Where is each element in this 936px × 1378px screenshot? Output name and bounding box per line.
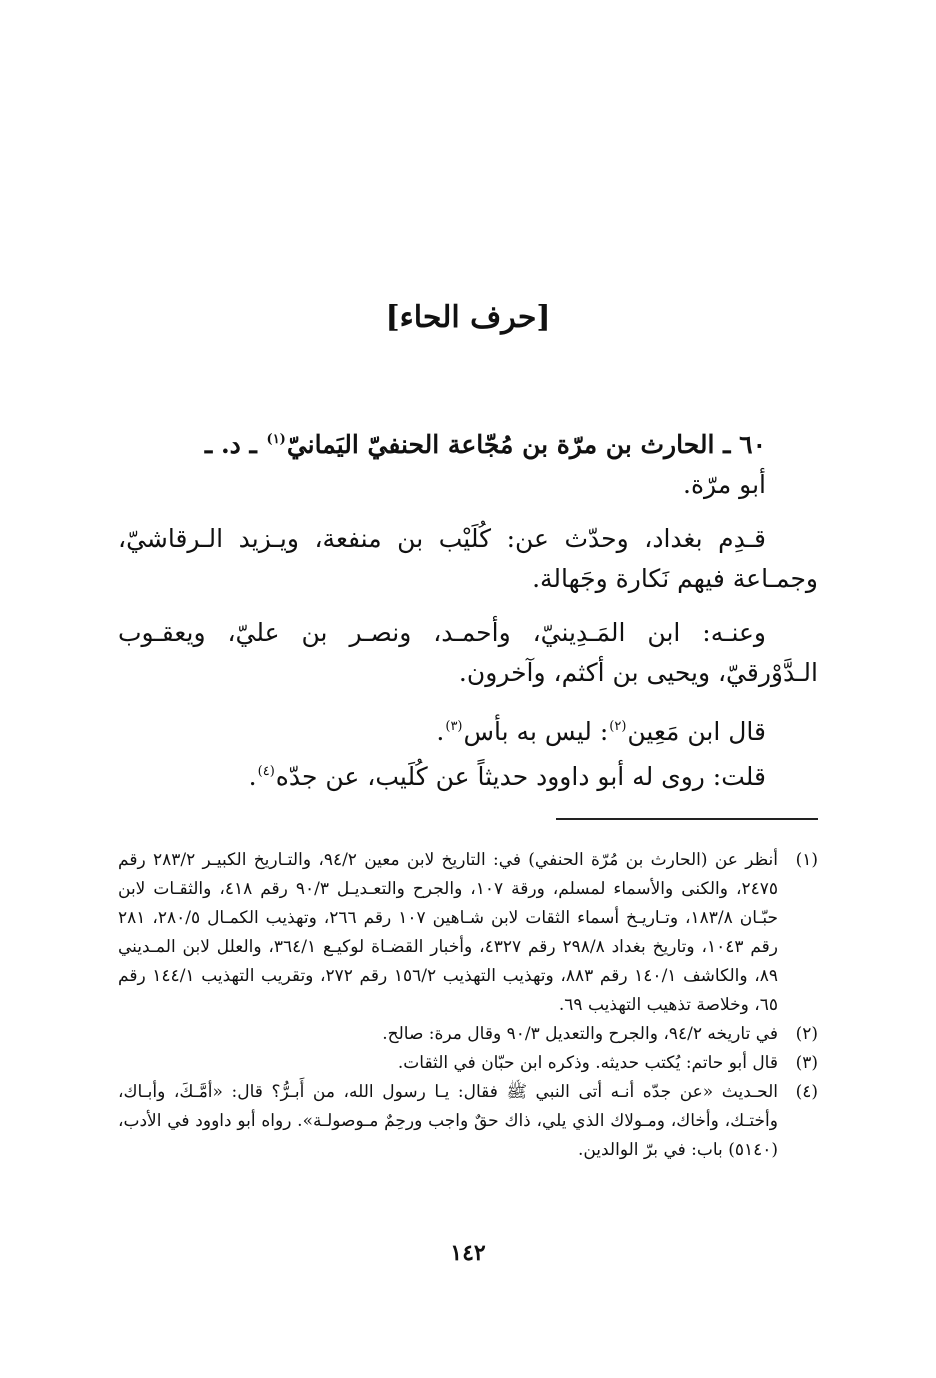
quote-text: قلت: روى له أبو داوود حديثاً عن كُلَيب، عن جدّه [275, 762, 766, 791]
footnotes [118, 846, 818, 1165]
footnote-text: في تاريخه ٩٤/٢، والجرح والتعديل ٩٠/٣ وقال مرة: صالح. [382, 1024, 778, 1044]
footnote-text: قال أبو حاتم: يُكتب حديثه. وذكره ابن حبّان في الثقات. [397, 1053, 778, 1073]
entry-kunya: أبو مرّة. [683, 470, 766, 499]
chapter-title: [حرف الحاء] [385, 300, 551, 335]
footnote-number: (١) [795, 850, 818, 870]
quote-author-note [118, 752, 818, 797]
quote-ibn-maeen [118, 707, 818, 752]
footnote [118, 846, 818, 1020]
footnote [118, 1078, 818, 1165]
footnote-text: الحـديث «عن جدّه أنـه أتى النبي ﷺ فقال: يـا رسول الله، من أَبـرُّ؟ قال: «أمَّـكَ، وأبـاك، وأختـك، وأخاك، ومـولاك الذي يلي، ذاك حقٌ واجب ورحِمٌ مـوصولـة». رواه أبو داوود في الأدب، (٥١٤٠) باب: في برّ الوالدين. [118, 1082, 778, 1160]
footnote-ref[interactable]: (٤) [257, 764, 275, 779]
footnote [118, 1020, 818, 1049]
footnote-number: (٣) [795, 1053, 818, 1073]
entry-paragraph-students: وعنـه: ابن المَـدِينيّ، وأحمـد، ونصـر بن عليّ، ويعقـوب الـدَّوْرقيّ، ويحيى بن أكثم، وآخرون. [118, 618, 818, 687]
entry-body [118, 420, 818, 797]
quote-text: . [248, 762, 257, 791]
entry-paragraph-teachers: قـدِم بغداد، وحدّث عن: كُلَيْب بن منفعة، ويـزيد الـرقاشيّ، وجمـاعة فيهم نَكارة وجَهالة. [118, 524, 818, 593]
quote-text: قال ابن مَعِين [627, 717, 766, 746]
footnote-number: (٤) [795, 1082, 818, 1102]
footnote-ref[interactable]: (٢) [609, 719, 627, 734]
footnote [118, 1049, 818, 1078]
quote-text: : ليس به بأس [463, 717, 609, 746]
page-number: ١٤٢ [450, 1240, 486, 1266]
quote-text: . [436, 717, 445, 746]
footnote-number: (٢) [795, 1024, 818, 1044]
footnote-ref[interactable]: (١) [266, 432, 286, 447]
footnote-text: أنظر عن (الحارث بن مُرّة الحنفي) في: التاريخ لابن معين ٩٤/٢، والتـاريخ الكبيـر ٢٨٣/٢ رقم ٢٤٧٥، والكنى والأسماء لمسلم، ورقة ١٠٧، والجرح والتعـديـل ٩٠/٣ رقم ٤١٨، والثقـات لابن حبّـان ١٨٣/٨، وتـاريـخ أسماء الثقات لابن شـاهين ١٠٧ رقم ٢٦٦، وتهذيب الكمـال ٢٨٠/٥، ٢٨١ رقم ١٠٤٣، وتاريخ بغداد ٢٩٨/٨ رقم ٤٣٢٧، وأخبار القضـاة لوكيـع ٣٦٤/١، والعلل لابن المـديني ٨٩، والكاشف ١٤٠/١ رقم ٨٨٣، وتهذيب التهذيب ١٥٦/٢ رقم ٢٧٢، وتقريب التهذيب ١٤٤/١ رقم ٦٥، وخلاصة تذهيب التهذيب ٦٩. [118, 850, 778, 1015]
entry-heading-tail: ـ د. ـ [204, 430, 266, 459]
footnote-divider [556, 818, 818, 820]
entry-heading [118, 420, 818, 465]
entry-heading-text: ٦٠ ـ الحارث بن مرّة بن مُجّاعة الحنفيّ اليَمانيّ [286, 430, 766, 459]
footnote-ref[interactable]: (٣) [445, 719, 463, 734]
